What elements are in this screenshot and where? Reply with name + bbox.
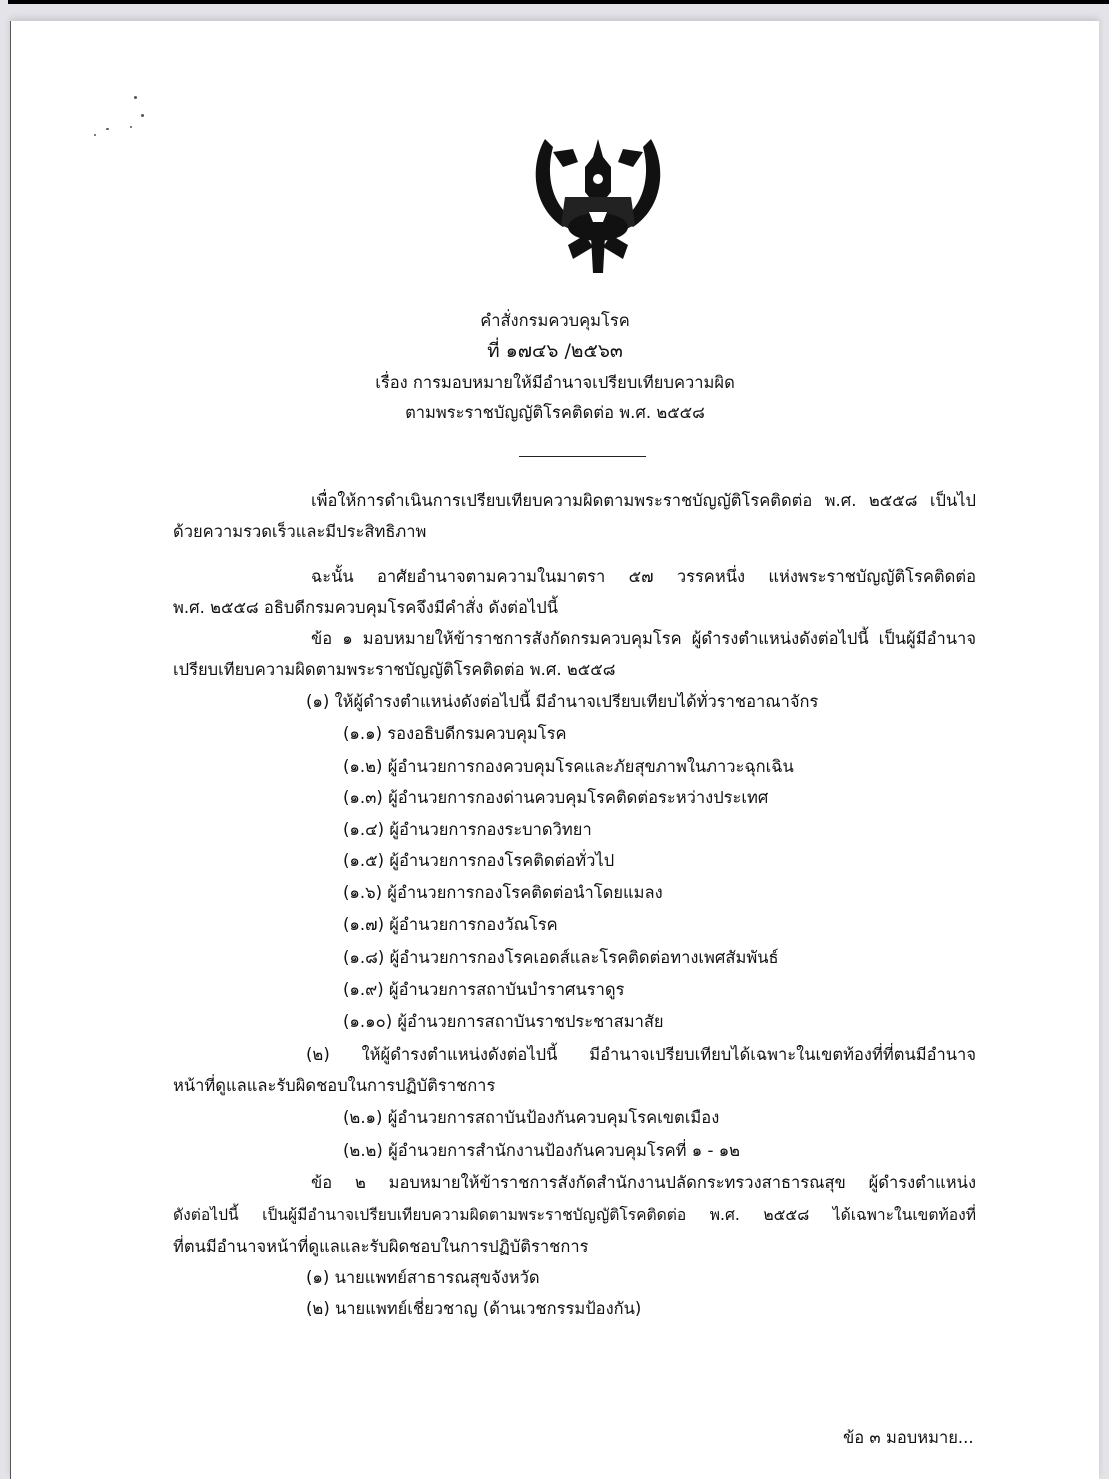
- preamble-1a: เพื่อให้การดำเนินการเปรียบเทียบความผิดตามพระราชบัญญัติโรคติดต่อ พ.ศ. ๒๕๕๘ เป็นไป: [311, 491, 976, 510]
- preamble-2b: พ.ศ. ๒๕๕๘ อธิบดีกรมควบคุมโรคจึงมีคำสั่ง ดังต่อไปนี้: [173, 598, 558, 617]
- list-item: (๑.๑) รองอธิบดีกรมควบคุมโรค: [343, 724, 567, 743]
- list-item: (๑.๓) ผู้อำนวยการกองด่านควบคุมโรคติดต่อระหว่างประเทศ: [343, 788, 769, 807]
- preamble-2a: ฉะนั้น อาศัยอำนาจตามความในมาตรา ๕๗ วรรคหนึ่ง แห่งพระราชบัญญัติโรคติดต่อ: [311, 567, 976, 586]
- clause-1b: เปรียบเทียบความผิดตามพระราชบัญญัติโรคติดต่อ พ.ศ. ๒๕๕๘: [173, 660, 616, 679]
- list-item: (๑.๕) ผู้อำนวยการกองโรคติดต่อทั่วไป: [343, 851, 615, 870]
- list-item: (๑.๖) ผู้อำนวยการกองโรคติดต่อนำโดยแมลง: [343, 883, 663, 902]
- list-item: (๒.๒) ผู้อำนวยการสำนักงานป้องกันควบคุมโรคที่ ๑ - ๑๒: [343, 1141, 741, 1160]
- list-item: (๑.๗) ผู้อำนวยการกองวัณโรค: [343, 915, 558, 934]
- list-item: (๑.๑๐) ผู้อำนวยการสถาบันราชประชาสมาสัย: [343, 1012, 664, 1031]
- list-item: (๑.๘) ผู้อำนวยการกองโรคเอดส์และโรคติดต่อทางเพศสัมพันธ์: [343, 948, 779, 967]
- document-page: [10, 21, 1099, 1479]
- window-top-bar: [0, 0, 1109, 4]
- clause-2b: ดังต่อไปนี้ เป็นผู้มีอำนาจเปรียบเทียบความผิดตามพระราชบัญญัติโรคติดต่อ พ.ศ. ๒๕๕๘ ได้เฉพาะในเขตท้องที่: [173, 1206, 976, 1224]
- subject-line-1: เรื่อง การมอบหมายให้มีอำนาจเปรียบเทียบความผิด: [375, 373, 735, 392]
- list-item: (๑) นายแพทย์สาธารณสุขจังหวัด: [306, 1268, 540, 1287]
- order-number: ที่ ๑๗๔๖ /๒๕๖๓: [487, 340, 623, 362]
- clause-1-2a: (๒) ให้ผู้ดำรงตำแหน่งดังต่อไปนี้ มีอำนาจเปรียบเทียบได้เฉพาะในเขตท้องที่ที่ตนมีอำนาจ: [306, 1045, 976, 1064]
- divider: [519, 456, 646, 457]
- issuer-title: คำสั่งกรมควบคุมโรค: [480, 311, 630, 330]
- preamble-1b: ด้วยความรวดเร็วและมีประสิทธิภาพ: [173, 522, 427, 541]
- list-item: (๒) นายแพทย์เชี่ยวชาญ (ด้านเวชกรรมป้องกัน): [306, 1299, 642, 1318]
- list-item: (๑.๙) ผู้อำนวยการสถาบันบำราศนราดูร: [343, 980, 625, 999]
- list-item: (๒.๑) ผู้อำนวยการสถาบันป้องกันควบคุมโรคเขตเมือง: [343, 1108, 720, 1127]
- garuda-emblem-icon: [523, 127, 673, 275]
- clause-2a: ข้อ ๒ มอบหมายให้ข้าราชการสังกัดสำนักงานปลัดกระทรวงสาธารณสุข ผู้ดำรงตำแหน่ง: [311, 1173, 976, 1192]
- clause-1a: ข้อ ๑ มอบหมายให้ข้าราชการสังกัดกรมควบคุมโรค ผู้ดำรงตำแหน่งดังต่อไปนี้ เป็นผู้มีอำนาจ: [311, 629, 976, 648]
- clause-1-2b: หน้าที่ดูแลและรับผิดชอบในการปฏิบัติราชการ: [173, 1076, 496, 1095]
- clause-2c: ที่ตนมีอำนาจหน้าที่ดูแลและรับผิดชอบในการปฏิบัติราชการ: [173, 1237, 589, 1256]
- list-item: (๑.๔) ผู้อำนวยการกองระบาดวิทยา: [343, 820, 592, 839]
- list-item: (๑.๒) ผู้อำนวยการกองควบคุมโรคและภัยสุขภาพในภาวะฉุกเฉิน: [343, 757, 794, 776]
- continuation-note: ข้อ ๓ มอบหมาย...: [843, 1428, 974, 1447]
- subject-line-2: ตามพระราชบัญญัติโรคติดต่อ พ.ศ. ๒๕๕๘: [405, 403, 705, 422]
- clause-1-1: (๑) ให้ผู้ดำรงตำแหน่งดังต่อไปนี้ มีอำนาจเปรียบเทียบได้ทั่วราชอาณาจักร: [306, 692, 819, 711]
